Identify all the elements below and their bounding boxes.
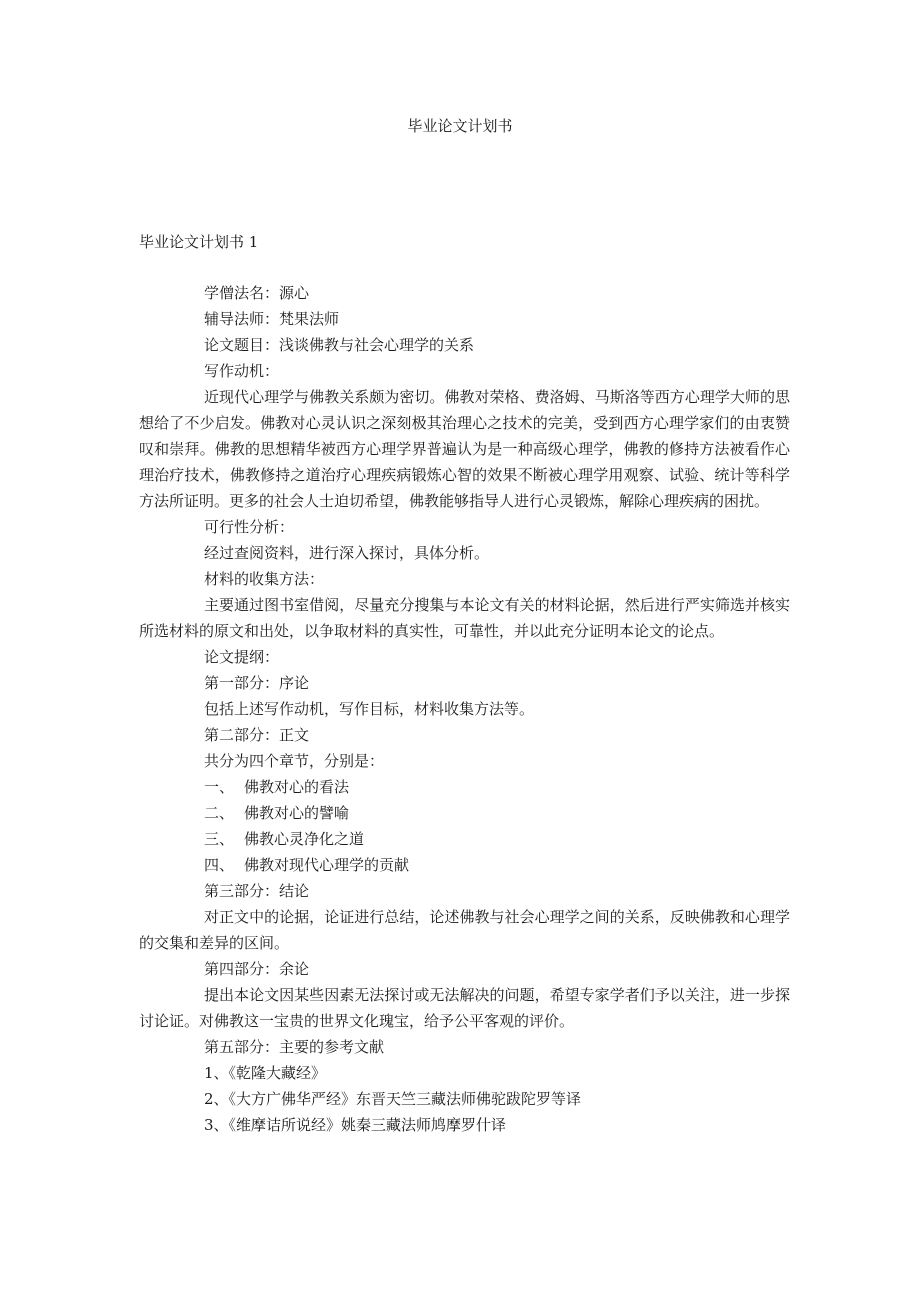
part4-paragraph: 提出本论文因某些因素无法探讨或无法解决的问题，希望专家学者们予以关注，进一步探讨论证。对佛教这一宝贵的世界文化瑰宝，给予公平客观的评价。	[139, 986, 790, 1030]
advisor: 辅导法师：梵果法师	[204, 310, 340, 328]
motivation-heading: 写作动机：	[204, 362, 280, 380]
feasibility-paragraph: 经过查阅资料，进行深入探讨，具体分析。	[204, 544, 490, 562]
part1-heading: 第一部分：序论	[204, 674, 310, 692]
chapter-item	[139, 852, 790, 878]
document-body	[139, 280, 790, 1138]
reference-item: 3、《维摩诘所说经》姚秦三藏法师鸠摩罗什译	[204, 1116, 507, 1134]
method-paragraph: 主要通过图书室借阅，尽量充分搜集与本论文有关的材料论据，然后进行严实筛选并核实所选材料的原文和出处，以争取材料的真实性，可靠性，并以此充分证明本论文的论点。	[139, 596, 790, 640]
part3-heading: 第三部分：结论	[204, 882, 310, 900]
outline-heading: 论文提纲：	[204, 648, 280, 666]
part1-text: 包括上述写作动机，写作目标，材料收集方法等。	[204, 700, 535, 718]
chapter-title: 佛教对心的看法	[244, 778, 350, 796]
part2-heading: 第二部分：正文	[204, 726, 310, 744]
chapter-title: 佛教对心的譬喻	[244, 804, 350, 822]
chapter-item	[139, 826, 790, 852]
reference-item: 1、《乾隆大藏经》	[204, 1064, 327, 1082]
chapter-title: 佛教心灵净化之道	[244, 830, 365, 848]
part5-heading: 第五部分：主要的参考文献	[204, 1038, 385, 1056]
thesis-topic: 论文题目：浅谈佛教与社会心理学的关系	[204, 336, 475, 354]
chapter-title: 佛教对现代心理学的贡献	[244, 856, 410, 874]
chapter-number: 二、	[204, 804, 235, 822]
chapter-item	[139, 774, 790, 800]
chapter-item	[139, 800, 790, 826]
monk-name: 学僧法名：源心	[204, 284, 310, 302]
document-subtitle: 毕业论文计划书 1	[139, 233, 259, 251]
part3-paragraph: 对正文中的论据，论证进行总结，论述佛教与社会心理学之间的关系，反映佛教和心理学的交集和差异的区间。	[139, 908, 790, 952]
motivation-paragraph: 近现代心理学与佛教关系颇为密切。佛教对荣格、费洛姆、马斯洛等西方心理学大师的思想给了不少启发。佛教对心灵认识之深刻极其治理心之技术的完美，受到西方心理学家们的由衷赞叹和崇拜。佛教的思想精华被西方心理学界普遍认为是一种高级心理学，佛教的修持方法被看作心理治疗技术，佛教修持之道治疗心理疾病锻炼心智的效果不断被心理学用观察、试验、统计等科学方法所证明。更多的社会人士迫切希望，佛教能够指导人进行心灵锻炼，解除心理疾病的困扰。	[139, 388, 790, 510]
part4-heading: 第四部分：余论	[204, 960, 310, 978]
feasibility-heading: 可行性分析：	[204, 518, 295, 536]
chapter-number: 四、	[204, 856, 235, 874]
chapter-number: 一、	[204, 778, 235, 796]
document-title: 毕业论文计划书	[407, 117, 513, 135]
reference-item: 2、《大方广佛华严经》东晋天竺三藏法师佛驼跋陀罗等译	[204, 1090, 582, 1108]
chapter-number: 三、	[204, 830, 235, 848]
part2-text: 共分为四个章节，分别是：	[204, 752, 385, 770]
method-heading: 材料的收集方法：	[204, 570, 325, 588]
